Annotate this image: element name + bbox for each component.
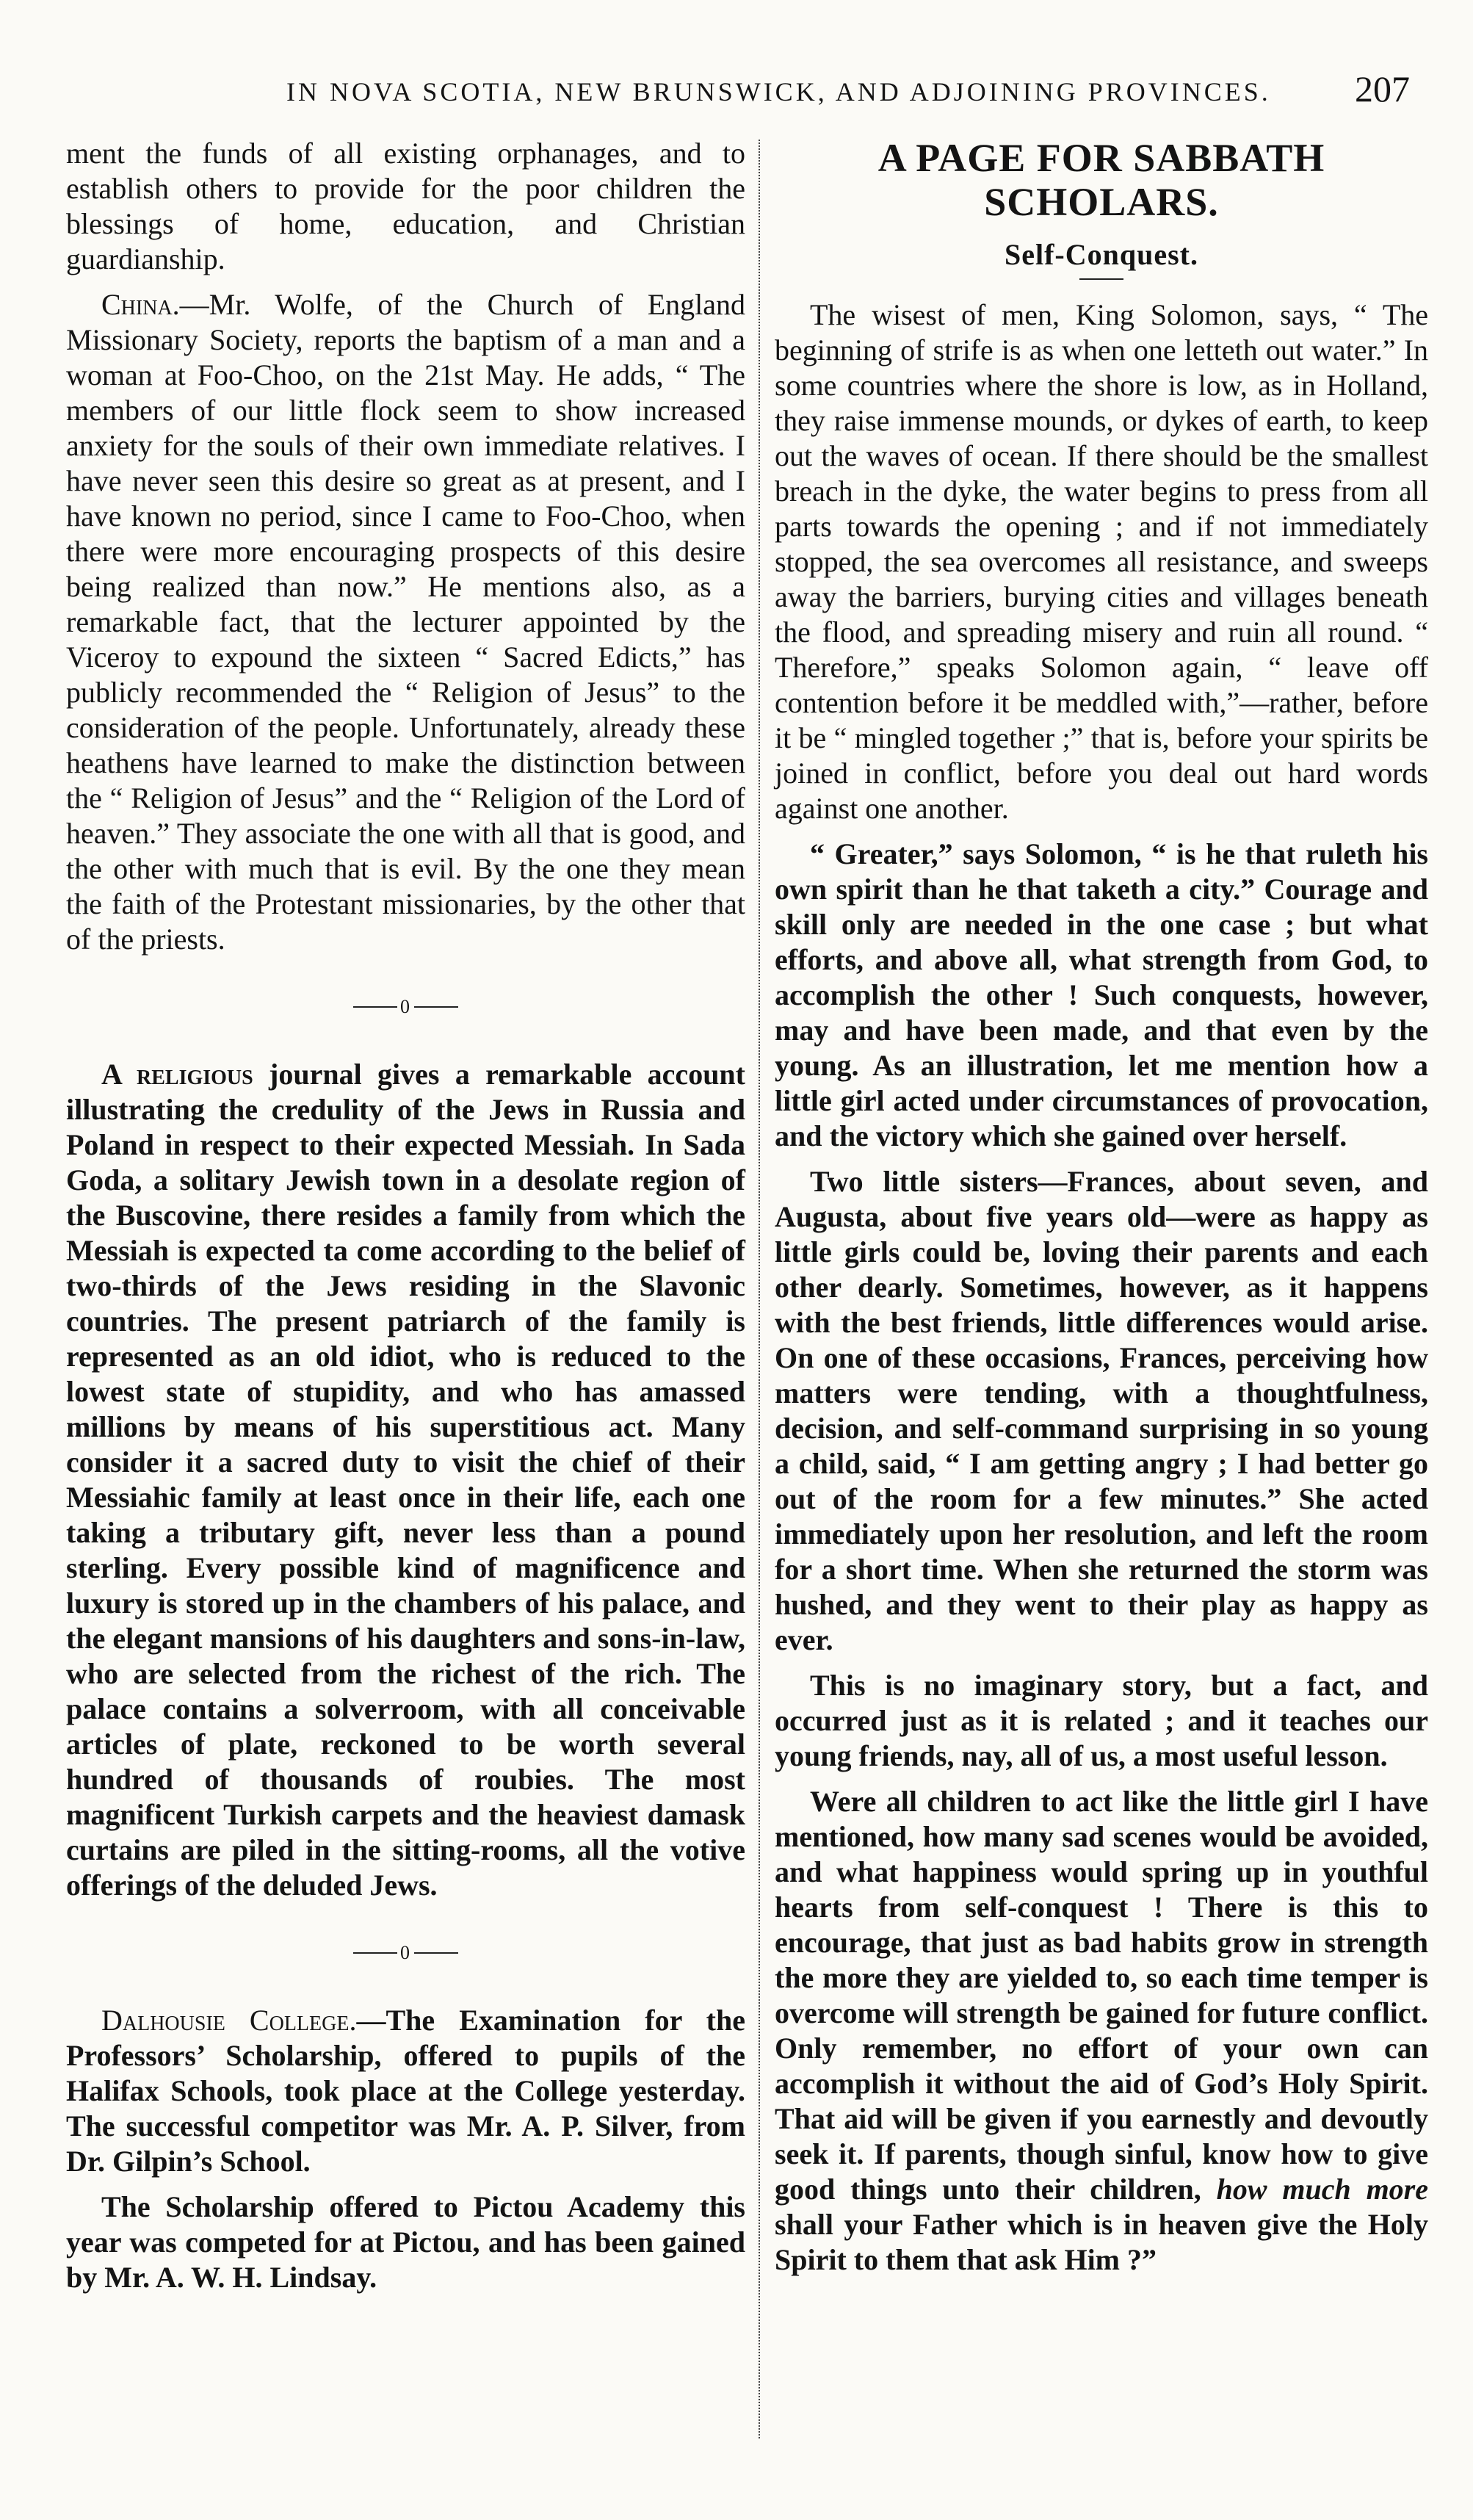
left-column bbox=[66, 136, 745, 2306]
column-divider bbox=[759, 140, 760, 2438]
dalhousie-article bbox=[66, 2003, 745, 2179]
china-article bbox=[66, 287, 745, 957]
self-conquest-paragraph-4: This is no imaginary story, but a fact, and occurred just as it is related ; and it teaches our young friends, nay, all of us, a most useful lesson. bbox=[775, 1669, 1428, 1772]
article-subtitle: Self-Conquest. bbox=[1004, 238, 1199, 271]
separator-ornament: 0 bbox=[66, 1934, 745, 1971]
self-conquest-paragraph-3: Two little sisters—Frances, about seven, and Augusta, about five years old—were as happy as little girls could be, loving their parents and each other dearly. Sometimes, however, as it happens with the best friends, little differences would arise. On one of these occasions, Frances, perceiving how matters were tending, with a thoughtfulness, decision, and self-command surprising in so young a child, said, “ I am getting angry ; I had better go out of the room for a few minutes.” She acted immediately upon her resolution, and left the room for a short time. When she returned the storm was hushed, and they went to their play as happy as ever. bbox=[775, 1165, 1428, 1656]
running-title: IN NOVA SCOTIA, NEW BRUNSWICK, AND ADJOINING PROVINCES. bbox=[286, 77, 1271, 106]
separator-ornament: 0 bbox=[66, 988, 745, 1025]
religious-text: journal gives a remarkable account illustrating the credulity of the Jews in Russia and Poland in respect to their expected Messiah. In Sada Goda, a solitary Jewish town in a desolate region of the Buscovine, there resides a family from which the Messiah is expected ta come according to the belief of two-thirds of the Jews residing in the Slavonic countries. The present patriarch of the family is represented as an old idiot, who is reduced to the lowest state of stupidity, and who has amassed millions by means of his superstitious act. Many consider it a sacred duty to visit the chief of their Messiahic family at least once in their life, each one taking a tributary gift, never less than a pound sterling. Every possible kind of magnificence and luxury is stored up in the chambers of his palace, and the elegant mansions of his daughters and sons-in-law, who are selected from the richest of the rich. The palace contains a solverroom, with all conceivable articles of plate, reckoned to be worth several hundred of thousands of roubies. The most magnificent Turkish carpets and the heaviest damask curtains are piled in the sitting-rooms, all the votive offerings of the deluded Jews. bbox=[66, 1058, 746, 1902]
china-lead: China. bbox=[101, 288, 180, 321]
self-conquest-paragraph-1: The wisest of men, King Solomon, says, “ The beginning of strife is as when one letteth out water.” In some countries where the shore is low, as in Holland, they raise immense mounds, or dykes of earth, to keep out the waves of ocean. If there should be the smallest breach in the dyke, the water begins to press from all parts towards the opening ; and if not immediately stopped, the sea overcomes all resistance, and sweeps away the barriers, burying cities and villages beneath the flood, and spreading misery and ruin all round. “ Therefore,” speaks Solomon again, “ leave off contention before it be meddled with,”—rather, before it be “ mingled together ;” that is, before your spirits be joined in conflict, before you deal out hard words against one another. bbox=[775, 298, 1428, 825]
running-head bbox=[66, 68, 1410, 119]
page-number: 207 bbox=[1355, 68, 1410, 109]
orphanage-paragraph: ment the funds of all existing orphanages, and to establish others to provide for the poor children the blessings of home, education, and Christian guardianship. bbox=[66, 137, 745, 275]
emphasis-text: how much more bbox=[1216, 2173, 1429, 2206]
messiah-article bbox=[66, 1057, 745, 1903]
section-title: A PAGE FOR SABBATH SCHOLARS. bbox=[877, 136, 1325, 224]
title-rule bbox=[1079, 278, 1123, 280]
dalhousie-text: —The Examination for the Professors’ Scholarship, offered to pupils of the Halifax Schools, took place at the College yesterday. The successful competitor was Mr. A. P. Silver, from Dr. Gilpin’s School. bbox=[66, 2004, 745, 2178]
right-column bbox=[775, 136, 1428, 2288]
self-conquest-paragraph-5: Were all children to act like the little girl I have mentioned, how many sad scenes would be avoided, and what happiness would spring up in youthful hearts from self-conquest ! There is this to encourage, that just as bad habits grow in strength the more they are yielded to, so each time temper is overcome will strength be gained for future conflict. Only remember, no effort of your own can accomplish it without the aid of God’s Holy Spirit. That aid will be given if you earnestly and devoutly seek it. If parents, though sinful, know how to give good things unto their children, how much more shall your Father which is in heaven give the Holy Spirit to them that ask Him ?” bbox=[775, 1785, 1429, 2276]
china-text: —Mr. Wolfe, of the Church of England Missionary Society, reports the baptism of a man and a woman at Foo-Choo, on the 21st May. He adds, “ The members of our little flock seem to show increased anxiety for the souls of their own immediate relatives. I have never seen this desire so great as at present, and I have known no period, since I came to Foo-Choo, when there were more encouraging prospects of this desire being realized than now.” He mentions also, as a remarkable fact, that the lecturer appointed by the Viceroy to expound the sixteen “ Sacred Edicts,” has publicly recommended the “ Religion of Jesus” to the consideration of the people. Unfortunately, already these heathens have learned to make the distinction between the “ Religion of Jesus” and the “ Religion of the Lord of heaven.” They associate the one with all that is good, and the other with much that is evil. By the one they mean the faith of the Protestant missionaries, by the other that of the priests. bbox=[66, 288, 745, 956]
self-conquest-paragraph-2: “ Greater,” says Solomon, “ is he that ruleth his own spirit than he that taketh a city.” Courage and skill only are needed in the one case ; but what efforts, and above all, what strength from God, to accomplish the other ! Such conquests, however, may and have been made, and that even by the young. As an illustration, let me mention how a little girl acted under circumstances of provocation, and the victory which she gained over herself. bbox=[775, 837, 1428, 1152]
religious-lead: A religious bbox=[101, 1058, 253, 1091]
pictou-paragraph: The Scholarship offered to Pictou Academy this year was competed for at Pictou, and has been gained by Mr. A. W. H. Lindsay. bbox=[66, 2190, 745, 2295]
dalhousie-lead: Dalhousie College. bbox=[101, 2004, 357, 2037]
